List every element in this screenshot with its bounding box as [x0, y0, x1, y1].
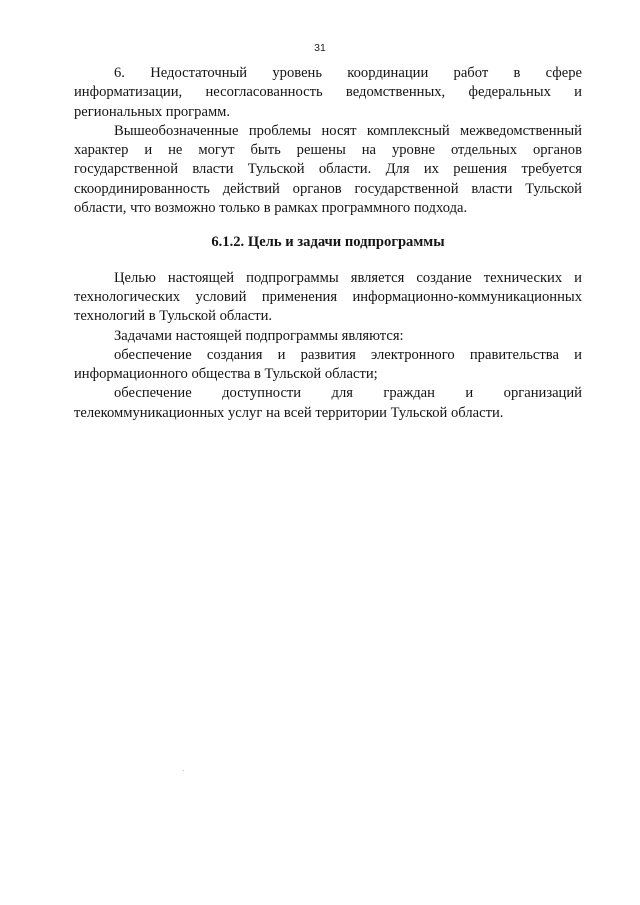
paragraph-problem-6 [74, 64, 582, 122]
text-line: обеспечение доступности для граждан и организаций [114, 385, 582, 402]
text-line: информационного общества в Тульской области; [74, 366, 378, 383]
paragraph-problems-summary [74, 122, 582, 218]
paragraph-goal [74, 269, 582, 327]
text-line: информатизации, несогласованность ведомственных, федеральных и [74, 84, 582, 101]
text-line: 6. Недостаточный уровень координации работ в сфере [114, 65, 582, 81]
text-line: обеспечение создания и развития электронного правительства и [114, 346, 582, 363]
text-line: Задачами настоящей подпрограммы являются: [114, 327, 404, 344]
section-heading: 6.1.2. Цель и задачи подпрограммы [211, 234, 445, 251]
text-line: Вышеобозначенные проблемы носят комплексный межведомственный [114, 122, 582, 139]
text-line: скоординированность действий органов государственной власти Тульской [74, 180, 582, 197]
text-line: характер и не могут быть решены на уровне отдельных органов [74, 142, 582, 159]
text-line: государственной власти Тульской области. Для их решения требуется [74, 161, 582, 178]
text-line: телекоммуникационных услуг на всей территории Тульской области. [74, 404, 504, 421]
page-number: 31 [314, 42, 326, 54]
paragraph-task-1 [74, 346, 582, 385]
paragraph-tasks-intro [74, 327, 582, 346]
paragraph-task-2 [74, 384, 582, 423]
text-line: региональных программ. [74, 103, 231, 120]
text-line: технологических условий применения информационно-коммуникационных [74, 288, 582, 305]
text-line: Целью настоящей подпрограммы является создание технических и [114, 269, 582, 286]
text-line: технологий в Тульской области. [74, 308, 273, 325]
text-line: области, что возможно только в рамках программного подхода. [74, 200, 468, 217]
scan-speck [183, 770, 184, 771]
page-content [74, 64, 582, 423]
